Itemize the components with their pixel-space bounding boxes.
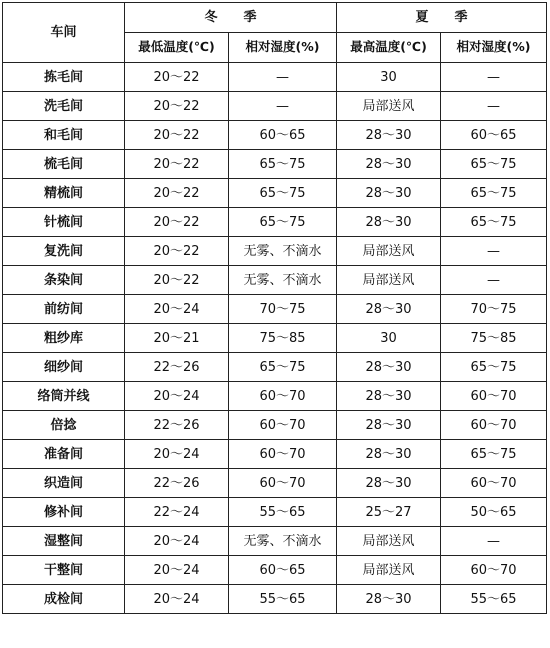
cell-winter-min-temp: 20～21 — [125, 324, 229, 353]
cell-summer-humidity: — — [441, 63, 547, 92]
cell-workshop-name: 和毛间 — [3, 121, 125, 150]
cell-summer-max-temp: 30 — [337, 63, 441, 92]
cell-workshop-name: 络筒并线 — [3, 382, 125, 411]
cell-winter-min-temp: 20～22 — [125, 150, 229, 179]
cell-summer-max-temp: 局部送风 — [337, 92, 441, 121]
cell-workshop-name: 复洗间 — [3, 237, 125, 266]
table-row — [3, 179, 547, 208]
cell-winter-min-temp: 22～26 — [125, 411, 229, 440]
cell-winter-min-temp: 20～22 — [125, 179, 229, 208]
cell-workshop-name: 倍捻 — [3, 411, 125, 440]
cell-winter-min-temp: 20～22 — [125, 266, 229, 295]
table-row — [3, 440, 547, 469]
cell-winter-min-temp: 20～24 — [125, 556, 229, 585]
cell-summer-max-temp: 28～30 — [337, 469, 441, 498]
cell-winter-min-temp: 22～26 — [125, 353, 229, 382]
table-row — [3, 382, 547, 411]
cell-summer-max-temp: 局部送风 — [337, 237, 441, 266]
cell-summer-humidity: — — [441, 92, 547, 121]
table-header — [3, 3, 547, 63]
cell-workshop-name: 粗纱库 — [3, 324, 125, 353]
header-summer: 夏 季 — [337, 3, 547, 33]
cell-winter-humidity: — — [229, 92, 337, 121]
cell-workshop-name: 湿整间 — [3, 527, 125, 556]
cell-summer-max-temp: 28～30 — [337, 411, 441, 440]
cell-winter-humidity: 无雾、不滴水 — [229, 237, 337, 266]
cell-summer-humidity: — — [441, 237, 547, 266]
table-row — [3, 237, 547, 266]
cell-summer-humidity: 65～75 — [441, 208, 547, 237]
cell-summer-humidity: 60～70 — [441, 411, 547, 440]
cell-workshop-name: 针梳间 — [3, 208, 125, 237]
cell-winter-humidity: 55～65 — [229, 585, 337, 614]
cell-winter-humidity: 60～70 — [229, 411, 337, 440]
cell-winter-humidity: 60～70 — [229, 440, 337, 469]
cell-summer-max-temp: 25～27 — [337, 498, 441, 527]
cell-summer-max-temp: 28～30 — [337, 295, 441, 324]
cell-summer-humidity: 60～70 — [441, 469, 547, 498]
cell-winter-humidity: 60～65 — [229, 556, 337, 585]
cell-winter-min-temp: 20～22 — [125, 121, 229, 150]
cell-workshop-name: 准备间 — [3, 440, 125, 469]
cell-winter-min-temp: 20～22 — [125, 208, 229, 237]
cell-summer-humidity: 60～70 — [441, 382, 547, 411]
cell-summer-humidity: 55～65 — [441, 585, 547, 614]
cell-winter-humidity: 70～75 — [229, 295, 337, 324]
cell-winter-min-temp: 20～22 — [125, 63, 229, 92]
cell-summer-max-temp: 28～30 — [337, 208, 441, 237]
header-row-1 — [3, 3, 547, 33]
cell-summer-max-temp: 28～30 — [337, 440, 441, 469]
cell-summer-humidity: 65～75 — [441, 353, 547, 382]
cell-winter-humidity: 65～75 — [229, 353, 337, 382]
cell-winter-humidity: 65～75 — [229, 150, 337, 179]
cell-summer-max-temp: 28～30 — [337, 150, 441, 179]
table-row — [3, 208, 547, 237]
cell-winter-min-temp: 22～24 — [125, 498, 229, 527]
table-row — [3, 324, 547, 353]
cell-winter-humidity: 无雾、不滴水 — [229, 527, 337, 556]
cell-summer-max-temp: 28～30 — [337, 121, 441, 150]
document-page — [2, 2, 546, 644]
cell-winter-humidity: 75～85 — [229, 324, 337, 353]
cell-winter-min-temp: 20～24 — [125, 527, 229, 556]
table-row — [3, 295, 547, 324]
cell-workshop-name: 修补间 — [3, 498, 125, 527]
cell-winter-humidity: 65～75 — [229, 179, 337, 208]
cell-workshop-name: 精梳间 — [3, 179, 125, 208]
cell-winter-humidity: 65～75 — [229, 208, 337, 237]
header-winter-min-temp: 最低温度(℃) — [125, 33, 229, 63]
cell-workshop-name: 前纺间 — [3, 295, 125, 324]
cell-winter-humidity: 无雾、不滴水 — [229, 266, 337, 295]
cell-workshop-name: 洗毛间 — [3, 92, 125, 121]
table-row — [3, 92, 547, 121]
cell-winter-humidity: — — [229, 63, 337, 92]
cell-summer-max-temp: 28～30 — [337, 179, 441, 208]
cell-workshop-name: 条染间 — [3, 266, 125, 295]
workshop-climate-table — [2, 2, 547, 614]
table-row — [3, 411, 547, 440]
cell-winter-min-temp: 20～22 — [125, 237, 229, 266]
header-summer-humidity: 相对湿度(%) — [441, 33, 547, 63]
cell-workshop-name: 细纱间 — [3, 353, 125, 382]
header-workshop: 车间 — [3, 3, 125, 63]
header-winter: 冬 季 — [125, 3, 337, 33]
cell-summer-humidity: — — [441, 266, 547, 295]
cell-winter-humidity: 60～70 — [229, 382, 337, 411]
cell-summer-humidity: — — [441, 527, 547, 556]
cell-summer-max-temp: 局部送风 — [337, 266, 441, 295]
table-row — [3, 556, 547, 585]
table-row — [3, 121, 547, 150]
cell-workshop-name: 织造间 — [3, 469, 125, 498]
table-row — [3, 353, 547, 382]
table-row — [3, 150, 547, 179]
cell-winter-min-temp: 20～24 — [125, 440, 229, 469]
cell-workshop-name: 拣毛间 — [3, 63, 125, 92]
header-summer-max-temp: 最高温度(℃) — [337, 33, 441, 63]
cell-summer-max-temp: 局部送风 — [337, 527, 441, 556]
cell-workshop-name: 梳毛间 — [3, 150, 125, 179]
cell-winter-min-temp: 20～24 — [125, 585, 229, 614]
cell-summer-humidity: 75～85 — [441, 324, 547, 353]
cell-summer-max-temp: 局部送风 — [337, 556, 441, 585]
cell-winter-humidity: 55～65 — [229, 498, 337, 527]
header-winter-humidity: 相对湿度(%) — [229, 33, 337, 63]
table-body — [3, 63, 547, 614]
cell-winter-humidity: 60～70 — [229, 469, 337, 498]
table-row — [3, 469, 547, 498]
cell-summer-max-temp: 28～30 — [337, 382, 441, 411]
cell-winter-min-temp: 20～24 — [125, 382, 229, 411]
cell-summer-humidity: 65～75 — [441, 179, 547, 208]
cell-summer-humidity: 70～75 — [441, 295, 547, 324]
cell-summer-max-temp: 28～30 — [337, 585, 441, 614]
table-row — [3, 585, 547, 614]
cell-summer-humidity: 50～65 — [441, 498, 547, 527]
cell-summer-humidity: 65～75 — [441, 440, 547, 469]
cell-winter-humidity: 60～65 — [229, 121, 337, 150]
cell-winter-min-temp: 22～26 — [125, 469, 229, 498]
cell-summer-max-temp: 28～30 — [337, 353, 441, 382]
table-row — [3, 266, 547, 295]
cell-workshop-name: 成检间 — [3, 585, 125, 614]
table-row — [3, 498, 547, 527]
table-row — [3, 63, 547, 92]
cell-summer-humidity: 65～75 — [441, 150, 547, 179]
cell-workshop-name: 干整间 — [3, 556, 125, 585]
table-row — [3, 527, 547, 556]
cell-winter-min-temp: 20～22 — [125, 92, 229, 121]
cell-summer-max-temp: 30 — [337, 324, 441, 353]
cell-summer-humidity: 60～65 — [441, 121, 547, 150]
cell-summer-humidity: 60～70 — [441, 556, 547, 585]
cell-winter-min-temp: 20～24 — [125, 295, 229, 324]
